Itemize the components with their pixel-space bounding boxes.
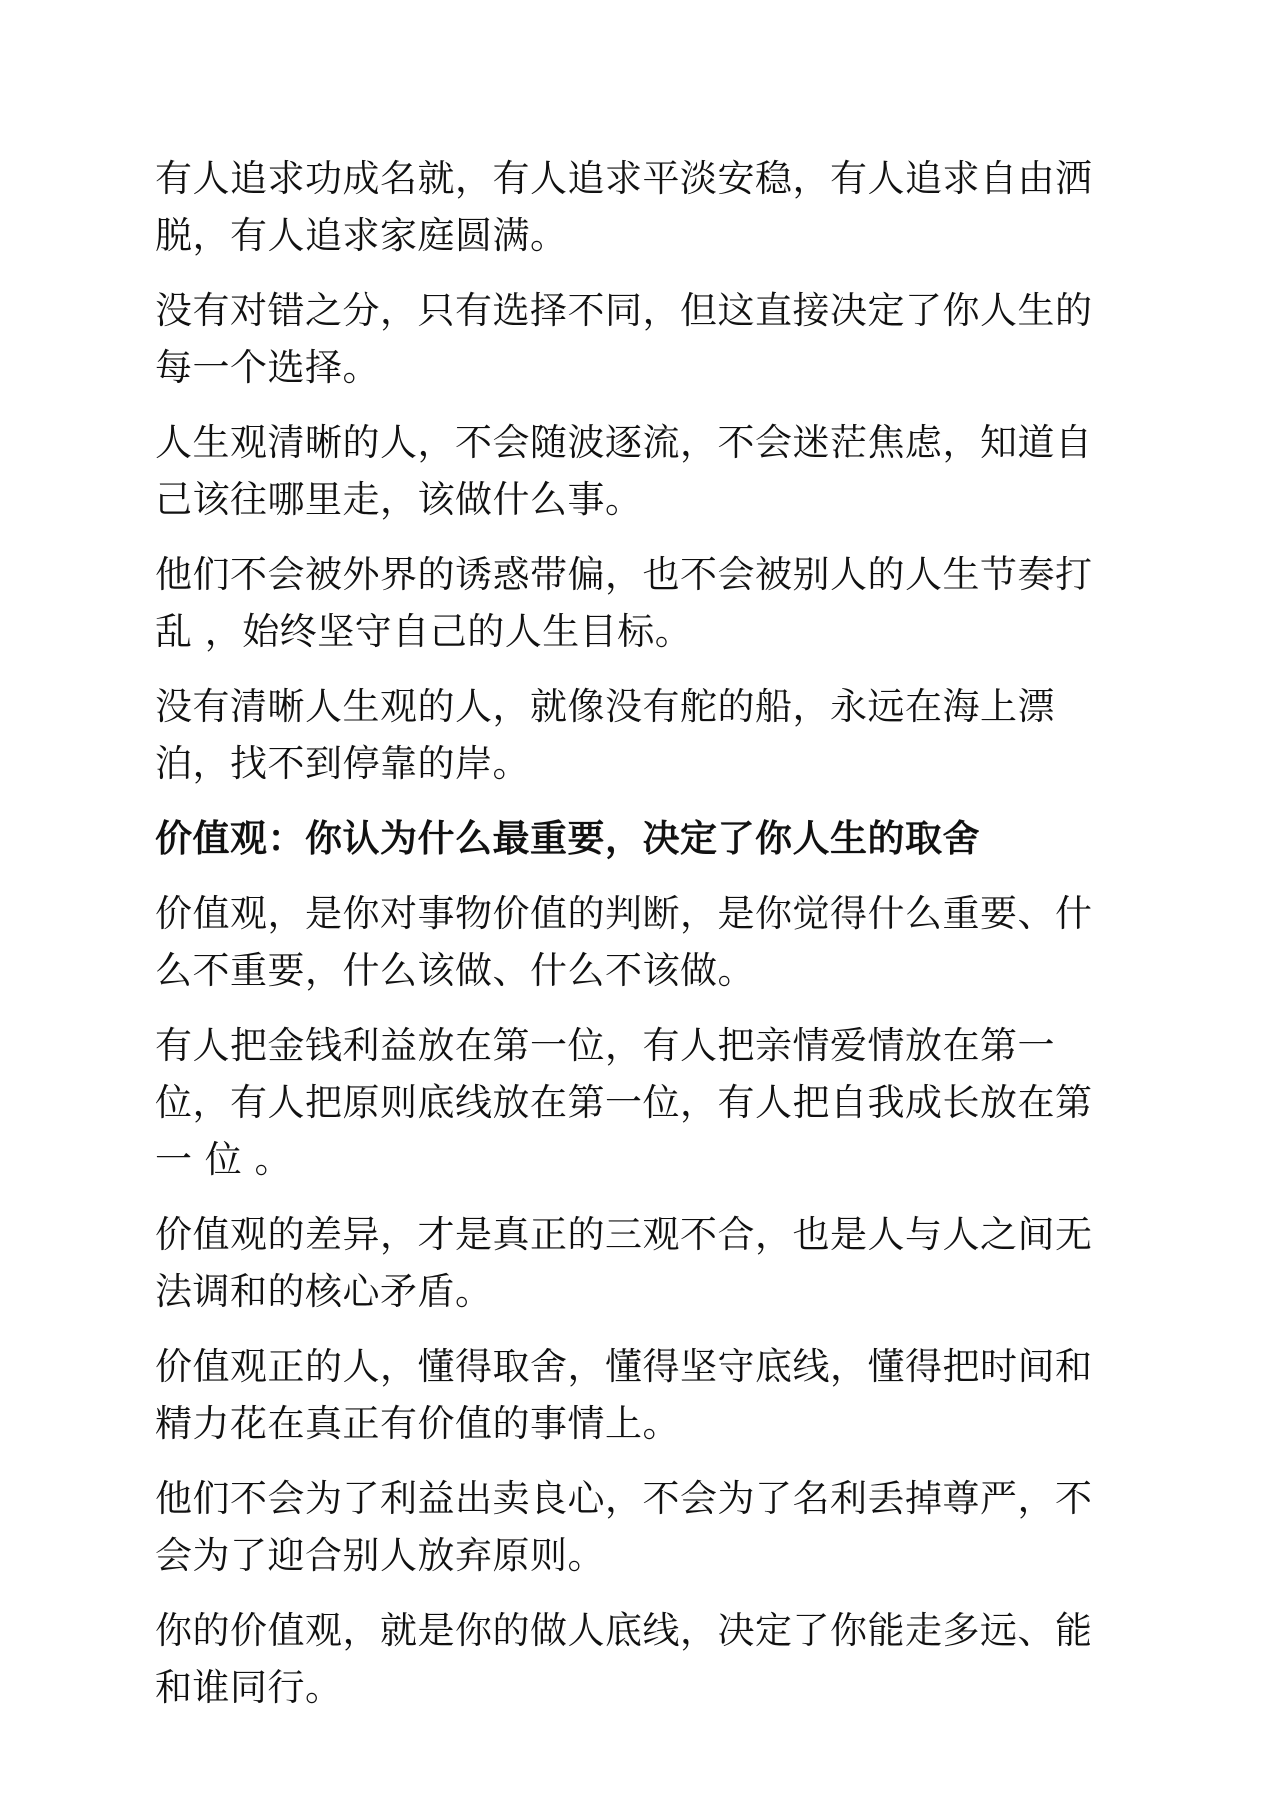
paragraph: 没有对错之分，只有选择不同，但这直接决定了你人生的每一个选择。 [155, 289, 1093, 389]
paragraph: 有人把金钱利益放在第一位，有人把亲情爱情放在第一位，有人把原则底线放在第一位，有人把自我成长放在第一 位 。 [155, 1024, 1093, 1181]
paragraph: 价值观正的人，懂得取舍，懂得坚守底线，懂得把时间和精力花在真正有价值的事情上。 [155, 1345, 1093, 1445]
section-heading: 价值观：你认为什么最重要，决定了你人生的取舍 [155, 817, 980, 860]
paragraph: 有人追求功成名就，有人追求平淡安稳，有人追求自由洒脱，有人追求家庭圆满。 [155, 157, 1093, 257]
article-body [155, 150, 1120, 1734]
paragraph: 价值观的差异，才是真正的三观不合，也是人与人之间无法调和的核心矛盾。 [155, 1213, 1093, 1313]
paragraph: 价值观，是你对事物价值的判断，是你觉得什么重要、什么不重要，什么该做、什么不该做。 [155, 892, 1093, 992]
paragraph: 人生观清晰的人，不会随波逐流，不会迷茫焦虑，知道自己该往哪里走，该做什么事。 [155, 421, 1093, 521]
paragraph: 你的价值观，就是你的做人底线，决定了你能走多远、能和谁同行。 [155, 1609, 1093, 1709]
paragraph: 他们不会被外界的诱惑带偏，也不会被别人的人生节奏打乱 ，始终坚守自己的人生目标。 [155, 553, 1093, 653]
paragraph: 没有清晰人生观的人，就像没有舵的船，永远在海上漂泊，找不到停靠的岸。 [155, 685, 1055, 785]
paragraph: 他们不会为了利益出卖良心，不会为了名利丢掉尊严，不会为了迎合别人放弃原则。 [155, 1477, 1093, 1577]
